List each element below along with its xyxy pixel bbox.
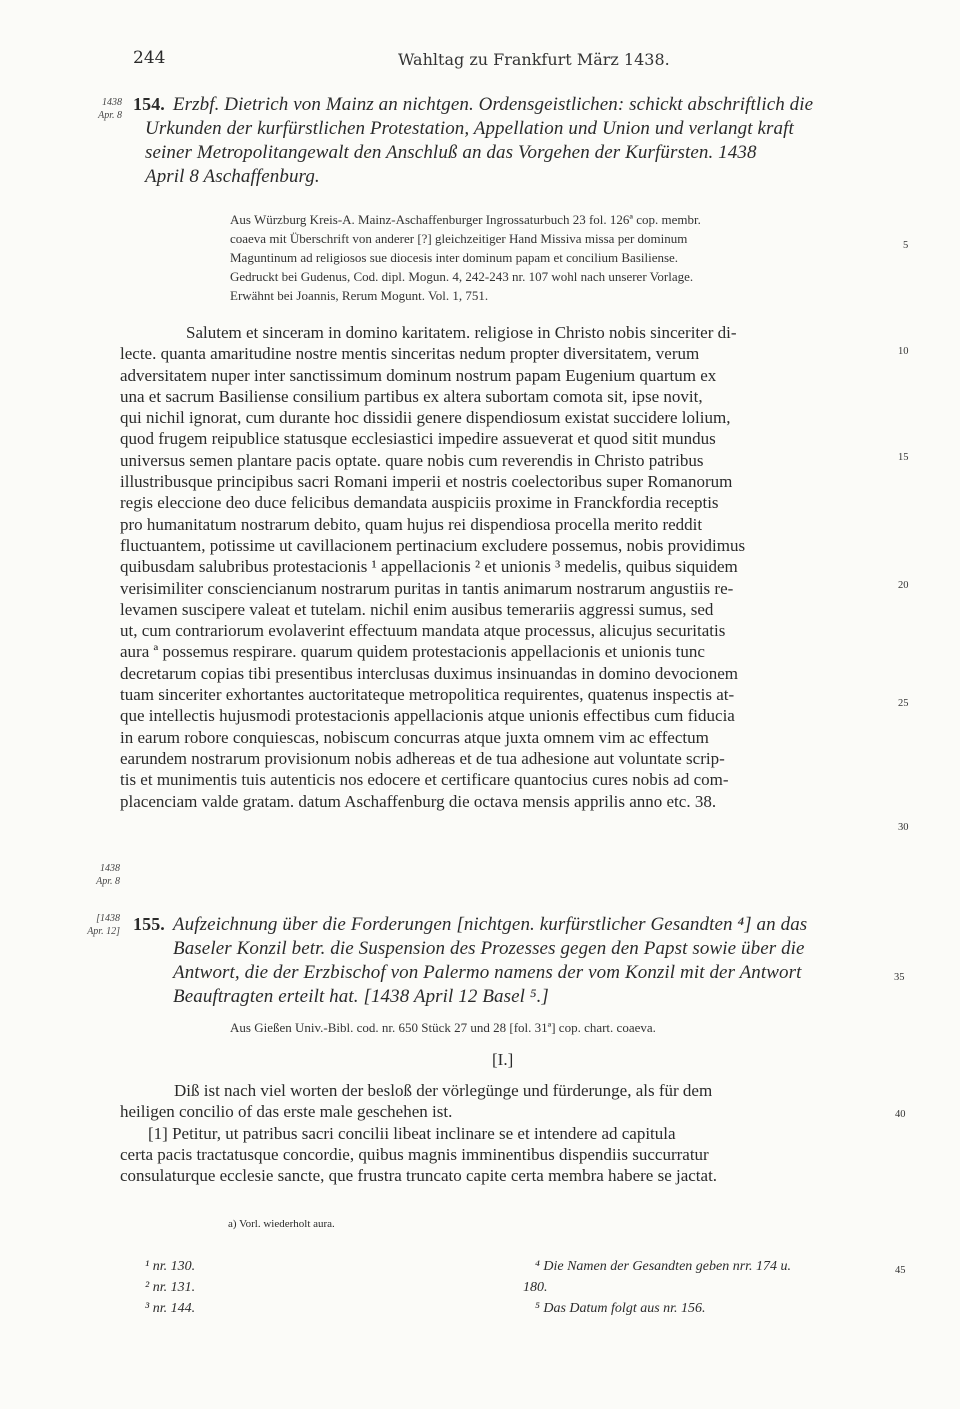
doc-154-text: Salutem et sinceram in domino karitatem. religiose in Christo nobis sinceriter di- lecte. quanta amaritudine nostre mentis sinceritas nedum propter diversitatem, verum adversitatem nuper inter sanctissimum dominum nostrum papam Eugenium quartum ex una et sacrum Basiliense consilium partibus ex altera subortam comota sit, ipse novit, qui nichil ignorat, cum durante hoc dissidii genere dispendiosum existat succidere lolium, quod frugem reipublice statusque ecclesiastici impedire assueverat et quod sitit mundus universus semen plantare pacis optate. quare nobis cum reverendis in Christo patribus illustribusque principibus sacri Romani imperii et nostris coelectoribus super Romanorum regis eleccione deo duce felicibus demandata auspiciis proxime in Franckfordia receptis pro humanitatum nostrarum debito, quam hujus rei dispendiosa procella merito reddit fluctuantem, potissime ut cavillacionem pertinacium excludere possemus, nobis providimus quibusdam salubribus protestacionis ¹ appellacionis ² et unionis ³ medelis, quibus siquidem verisimiliter consciencianum nostrarum puritas in tantis animarum nostrarum angustiis re- levamen suscipere valeat et tutelam. nichil enim ausibus temerariis aggressi sumus, sed ut, cum contrariorum evolaverint effectuum mandata atque processus, alicujus securitatis aura ª possemus respirare. quarum quidem protestacionis appellacionis et unionis tunc decretarum copias tibi presentibus interclusas duximus insinuandas in domino devocionem tuam sinceriter exhortantes auctoritateque metropolitica requirentes, quatenus inspectis at- que intellectis hujusmodi protestacionis appellacionis atque unionis effectibus cum fiducia in earum robore conquiescas, nobiscum concurras atque juxta omnem vim ac effectum earundem nostrarum provisionum nobis adhereas et de tua adhesione aut voluntate scrip- tis et munimentis tuis autenticis nos edocere et certificare quantocius cures nobis ad com- placenciam valde gratam. datum Aschaffenburg die octava mensis apprilis anno etc. 38. [120, 323, 746, 811]
line-number: 10 [898, 346, 909, 357]
line-number: 40 [895, 1109, 906, 1120]
line-number: 25 [898, 698, 909, 709]
doc-155-source: Aus Gießen Univ.-Bibl. cod. nr. 650 Stück 27 und 28 [fol. 31ª] cop. chart. coaeva. [230, 1020, 656, 1035]
doc-154-source: Aus Würzburg Kreis-A. Mainz-Aschaffenburger Ingrossaturbuch 23 fol. 126ª cop. membr. coaeva mit Überschrift von anderer [?] gleichzeitiger Hand Missiva missa per dominum Maguntinum ad religiosos sue diocesis inter dominum papam et concilium Basiliense. Gedruckt bei Gudenus, Cod. dipl. Mogun. 4, 242-243 nr. 107 wohl nach unserer Vorlage. Erwähnt bei Joannis, Rerum Mogunt. Vol. 1, 751. [230, 212, 701, 303]
running-title: Wahltag zu Frankfurt März 1438. [398, 50, 670, 69]
line-number: 30 [898, 822, 909, 833]
doc-number: 155. [133, 914, 165, 934]
margin-date-154-end: 1438 Apr. 8 [96, 863, 120, 887]
footnotes-right: ⁴ Die Namen der Gesandten geben nrr. 174 u. 180. ⁵ Das Datum folgt aus nr. 156. [523, 1259, 792, 1316]
section-mark: [I.] [492, 1050, 514, 1069]
doc-154-title: 154. Erzbf. Dietrich von Mainz an nichtgen. Ordensgeistlichen: schickt abschriftlich die Urkunden der kurfürstlichen Protestation, Appellation und Union und verlangt kraft seiner Metropolitangewalt den Anschluß an das Vorgehen der Kurfürsten. 1438 April 8 Aschaffenburg. [133, 94, 814, 187]
footnotes-left: ¹ nr. 130. ² nr. 131. ³ nr. 144. [145, 1259, 196, 1316]
line-number: 5 [903, 240, 909, 251]
line-number: 45 [895, 1265, 906, 1276]
line-number: 15 [898, 452, 909, 463]
doc-number: 154. [133, 94, 165, 114]
line-number: 20 [898, 580, 909, 591]
margin-date-155: [1438 Apr. 12] [87, 913, 120, 937]
doc-155-text: Diß ist nach viel worten der besloß der vörlegünge und fürderunge, als für dem heiligen concilio of das erste male geschehen ist. [1] Petitur, ut patribus sacri concilii libeat inclinare se et intendere ad capitula certa pacis tractatusque concordie, quibus magnis imminentibus dispendiis succurratur consulaturque ecclesie sancte, que frustra truncato capite certa membra habere se jactat. [120, 1081, 718, 1186]
variant-footnote: a) Vorl. wiederholt aura. [228, 1218, 335, 1230]
doc-155-title: 155. Aufzeichnung über die Forderungen [nichtgen. kurfürstlicher Gesandten ⁴] an das Baseler Konzil betr. die Suspension des Prozesses gegen den Papst sowie über die Antwort, die der Erzbischof von Palermo namens der vom Konzil mit der Antwort Beauftragten erteilt hat. [1438 April 12 Basel ⁵.] [133, 914, 808, 1007]
line-number: 35 [894, 972, 905, 983]
margin-date-154: 1438 Apr. 8 [98, 97, 122, 121]
page-number: 244 [133, 48, 166, 68]
